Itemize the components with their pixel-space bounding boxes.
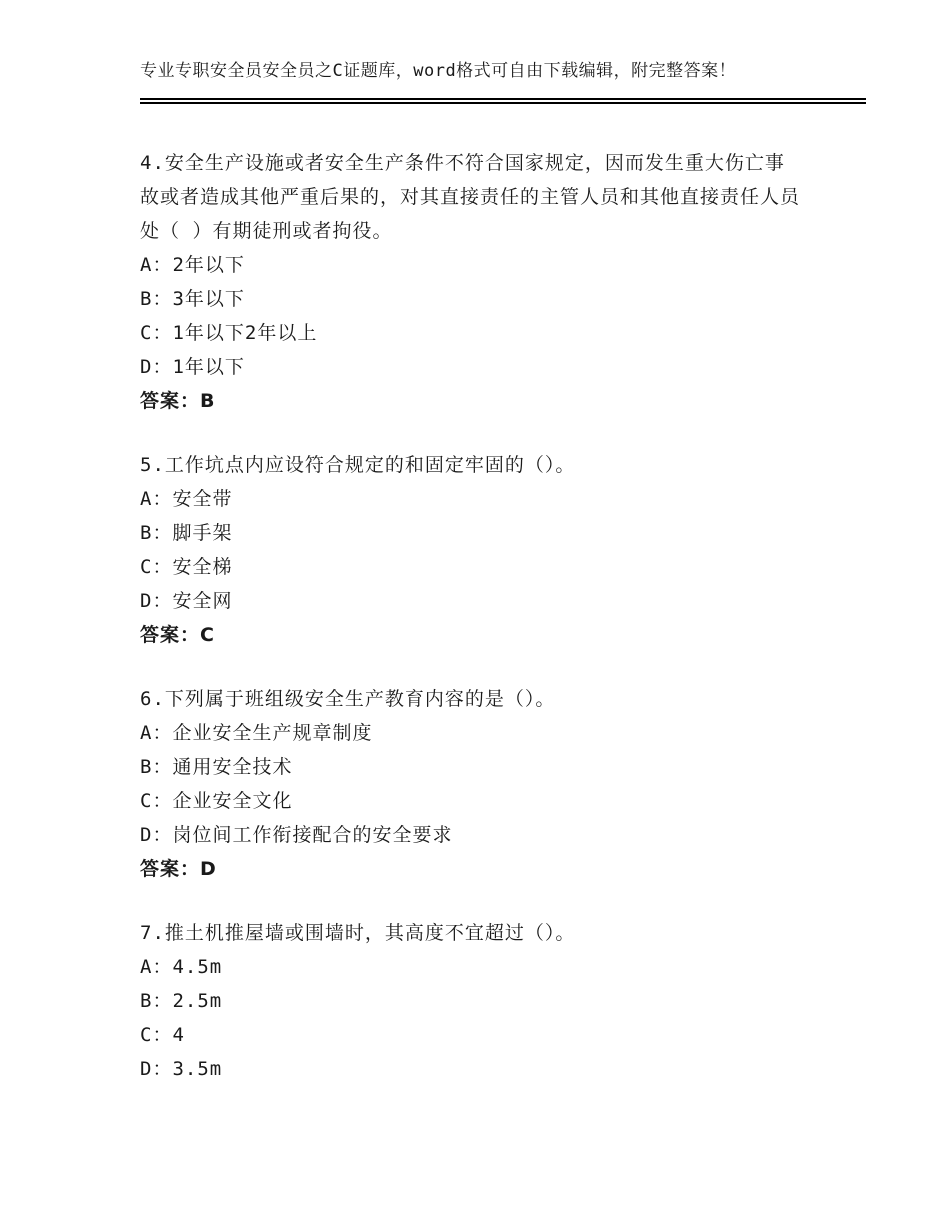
option-a: A：企业安全生产规章制度: [140, 722, 373, 744]
question-stem: 7.推土机推屋墙或围墙时，其高度不宜超过（）。: [140, 922, 576, 944]
question-5: [140, 448, 800, 652]
document-header: 专业专职安全员安全员之C证题库，word格式可自由下载编辑，附完整答案！: [140, 61, 737, 81]
option-a: A：2年以下: [140, 254, 245, 276]
option-c: C：安全梯: [140, 556, 233, 578]
question-stem: 4.安全生产设施或者安全生产条件不符合国家规定，因而发生重大伤亡事故或者造成其他严重后果的，对其直接责任的主管人员和其他直接责任人员处（ ）有期徒刑或者拘役。: [140, 152, 801, 242]
option-c: C：1年以下2年以上: [140, 322, 318, 344]
option-a: A：安全带: [140, 488, 233, 510]
answer-label: 答案：C: [140, 624, 215, 646]
option-c: C：企业安全文化: [140, 790, 293, 812]
option-d: D：安全网: [140, 590, 233, 612]
question-6: [140, 682, 800, 886]
question-7: [140, 916, 800, 1086]
question-stem: 6.下列属于班组级安全生产教育内容的是（）。: [140, 688, 556, 710]
header-rule-top: [140, 98, 866, 100]
option-d: D：1年以下: [140, 356, 245, 378]
question-4: [140, 146, 800, 418]
header-rule-bottom: [140, 102, 866, 104]
question-stem: 5.工作坑点内应设符合规定的和固定牢固的（）。: [140, 454, 576, 476]
option-b: B：3年以下: [140, 288, 245, 310]
option-d: D：岗位间工作衔接配合的安全要求: [140, 824, 453, 846]
option-b: B：通用安全技术: [140, 756, 293, 778]
option-c: C：4: [140, 1024, 185, 1046]
question-list: [140, 146, 800, 1116]
answer-label: 答案：D: [140, 858, 217, 880]
option-d: D：3.5m: [140, 1058, 223, 1080]
option-b: B：2.5m: [140, 990, 223, 1012]
answer-label: 答案：B: [140, 390, 216, 412]
option-a: A：4.5m: [140, 956, 223, 978]
option-b: B：脚手架: [140, 522, 233, 544]
